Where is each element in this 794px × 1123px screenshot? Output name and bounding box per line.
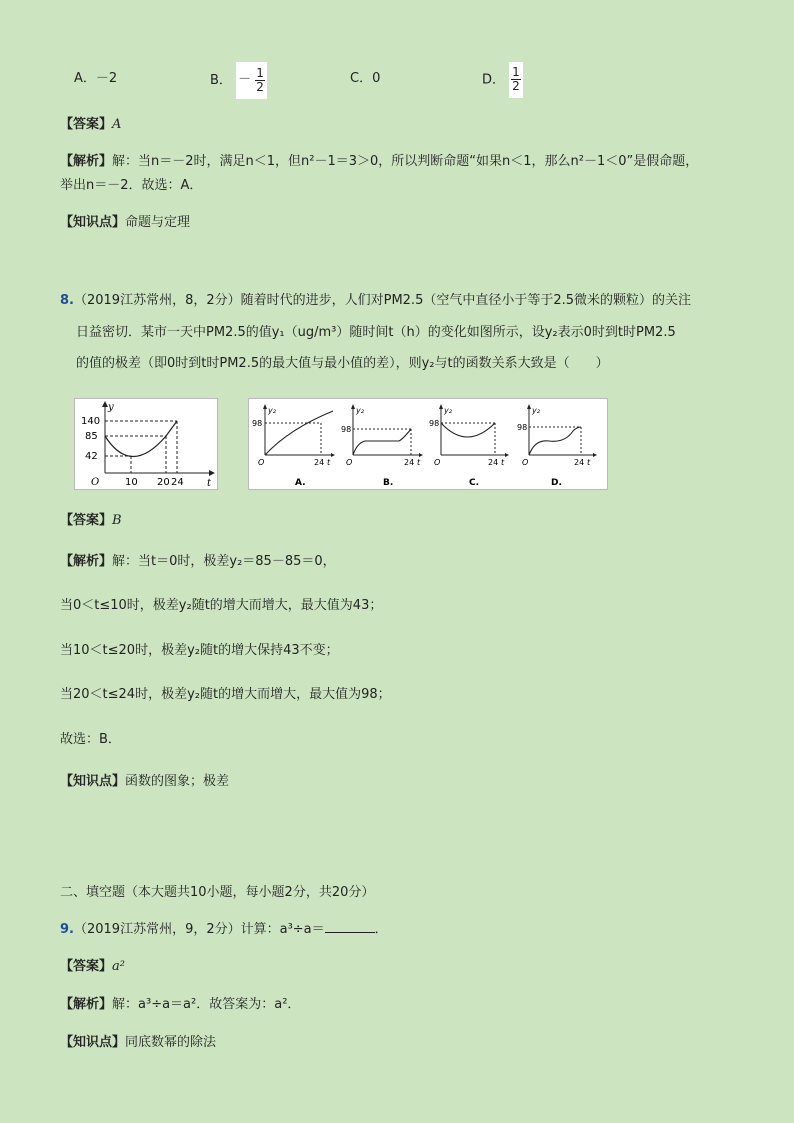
panel-b-y-label: y₂	[356, 406, 364, 415]
panel-a-label: A.	[295, 478, 306, 488]
q8-stem-line2: 日益密切．某市一天中PM2.5的值y₁（ug/m³）随时间t（h）的变化如图所示，设y₂表示0时到t时PM2.5	[76, 325, 676, 340]
fig1-ytick-85: 85	[85, 431, 98, 442]
fig1-xtick-20: 20	[157, 477, 170, 488]
panel-a-y-label: y₂	[268, 406, 276, 415]
panel-c-y-label: y₂	[444, 406, 452, 415]
panel-c-label: C.	[469, 478, 480, 488]
q7-answer: 【答案】A	[60, 117, 122, 132]
panel-d-label: D.	[551, 478, 562, 488]
panel-c	[429, 404, 509, 488]
fig1-xtick-24: 24	[171, 477, 184, 488]
q8-answer: 【答案】B	[60, 513, 122, 528]
q8-analysis-3: 当10＜t≤20时，极差y₂随t的增大保持43不变；	[60, 643, 339, 658]
option-d-fraction: $\frac{1}{2}$	[512, 65, 520, 93]
panel-a-x-label: t	[327, 458, 331, 467]
panel-d-y-label: y₂	[532, 406, 540, 415]
q9-knowledge-point: 【知识点】同底数幂的除法	[60, 1035, 217, 1050]
fig1-origin: O	[91, 477, 100, 488]
q7-analysis-line2: 举出n＝－2．故选：A．	[60, 178, 203, 193]
q8-figure-options	[248, 398, 608, 490]
option-d-value	[509, 62, 523, 98]
panel-b-x-label: t	[417, 458, 421, 467]
option-b: B． － $\frac{1}{2}$	[210, 62, 267, 99]
panel-b-origin: O	[346, 458, 353, 467]
fig1-x-label: t	[207, 478, 212, 489]
section-2-title: 二、填空题（本大题共10小题，每小题2分，共20分）	[60, 885, 375, 900]
panel-a-x-tick: 24	[314, 458, 325, 467]
panel-a-origin: O	[258, 458, 265, 467]
option-a: A．－2	[74, 71, 118, 86]
option-c: C．0	[350, 71, 381, 86]
panel-d-origin: O	[522, 458, 529, 467]
panel-d-y-tick: 98	[517, 423, 528, 432]
option-b-value: － $\frac{1}{2}$	[236, 62, 267, 99]
option-d: D． $\frac{1}{2}$	[482, 62, 523, 98]
panel-c-x-label: t	[501, 458, 505, 467]
panel-b-label: B.	[383, 478, 394, 488]
panel-a	[252, 404, 335, 488]
panel-b-x-tick: 24	[404, 458, 415, 467]
q8-stem-line3: 的值的极差（即0时到t时PM2.5的最大值与最小值的差），则y₂与t的函数关系大致是（ ）	[76, 356, 609, 371]
q7-analysis-line1: 【解析】解：当n＝－2时，满足n＜1，但n²－1＝3＞0，所以判断命题“如果n＜1，那么n²－1＜0”是假命题，	[60, 154, 699, 169]
panel-b-y-tick: 98	[341, 425, 352, 434]
fig1-ytick-42: 42	[85, 451, 98, 462]
q8-figure-y1	[74, 398, 218, 490]
panel-c-y-tick: 98	[429, 419, 440, 428]
fig1-ytick-140: 140	[81, 416, 101, 427]
panel-c-origin: O	[434, 458, 441, 467]
panel-a-y-tick: 98	[252, 419, 263, 428]
q8-analysis-5: 故选：B．	[60, 732, 121, 747]
panel-d-x-label: t	[587, 458, 591, 467]
panel-b	[341, 404, 423, 488]
panel-d	[517, 404, 597, 488]
panel-c-x-tick: 24	[488, 458, 499, 467]
q8-stem-line1: 8.（2019江苏常州，8，2分）随着时代的进步，人们对PM2.5（空气中直径小于等于2.5微米的颗粒）的关注	[60, 293, 692, 308]
q9-stem: 9.（2019江苏常州，9，2分）计算：a³÷a＝ ．	[60, 922, 388, 937]
option-b-fraction: $\frac{1}{2}$	[256, 65, 264, 94]
fig1-xtick-10: 10	[125, 477, 138, 488]
q8-analysis-4: 当20＜t≤24时，极差y₂随t的增大而增大，最大值为98；	[60, 687, 391, 702]
q9-analysis: 【解析】解：a³÷a＝a²．故答案为：a²．	[60, 997, 301, 1012]
q8-knowledge-point: 【知识点】函数的图象；极差	[60, 774, 230, 789]
panel-d-x-tick: 24	[574, 458, 585, 467]
q9-answer: 【答案】a²	[60, 959, 125, 974]
q8-analysis-2: 当0＜t≤10时，极差y₂随t的增大而增大，最大值为43；	[60, 598, 383, 613]
q9-blank	[325, 932, 375, 933]
q8-analysis-1: 【解析】解：当t＝0时，极差y₂＝85－85＝0，	[60, 554, 336, 569]
fig1-y-label: y	[108, 402, 114, 413]
q7-knowledge-point: 【知识点】命题与定理	[60, 215, 191, 230]
